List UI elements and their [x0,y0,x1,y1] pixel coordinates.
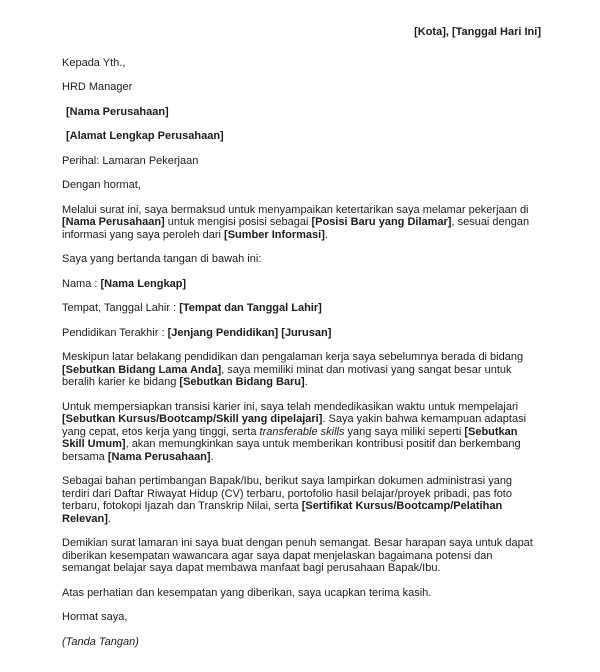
signature-placeholder: (Tanda Tangan) [62,635,139,648]
text-run: . [210,450,214,463]
text-run: Sebagai bahan pertimbangan Bapak/Ibu, berikut saya lampirkan dokumen administrasi yang terdiri dari Daftar Riwayat Hidup (CV) terbaru, portofolio hasil belajar/proyek pribadi, pas foto terbaru, fotokopi Ijazah dan Transkrip Nilai, serta [62,475,513,512]
bio-name-label: Nama : [62,277,101,290]
placeholder-birth: [Tempat dan Tanggal Lahir] [179,302,322,314]
text-run: , akan memungkinkan saya untuk memberikan kontribusi positif dan berkembang bersama [62,438,521,463]
text-run: . Saya yakin bahwa kemampuan adaptasi yang cepat, etos kerja yang tinggi, serta [62,413,527,438]
bio-education-line [62,327,541,340]
placeholder-general-skills: [Sebutkan Skill Umum] [62,425,518,450]
attachments-paragraph [62,475,541,525]
text-run: . [107,512,111,525]
text-run: Untuk mempersiapkan transisi karier ini, saya telah mendedikasikan waktu untuk mempelajari [62,400,519,413]
subject-line: Perihal: Lamaran Pekerjaan [62,154,199,167]
text-run: yang saya miliki seperti [344,425,465,438]
bio-name-line [62,278,541,291]
greeting-line: Dengan hormat, [62,179,141,191]
bio-birth-line [62,302,541,315]
text-run: Melalui surat ini, saya bermaksud untuk menyampaikan ketertarikan saya melamar pekerjaan di [62,203,529,216]
bio-education-label: Pendidikan Terakhir : [62,326,168,339]
placeholder-info-source: [Sumber Informasi] [224,228,325,241]
text-run: , saya memiliki minat dan motivasi yang sangat besar untuk beralih karier ke bidang [62,363,512,388]
opening-paragraph [62,204,541,242]
city-date-line [62,26,541,39]
text-run: untuk mengisi posisi sebagai [164,216,312,228]
text-run: , sesuai dengan informasi yang saya peroleh dari [62,216,530,241]
closing-paragraph: Demikian surat lamaran ini saya buat dengan penuh semangat. Besar harapan saya untuk dapat diberikan kesempatan wawancara agar saya dapat menjelaskan bagaimana potensi dan semangat belajar saya dapat membawa manfaat bagi perusahaan Bapak/Ibu. [62,537,533,574]
placeholder-company-name: [Nama Perusahaan] [62,216,165,228]
signoff-line: Hormat saya, [62,611,128,623]
text-run: . [324,228,328,241]
intro-line: Saya yang bertanda tangan di bawah ini: [62,253,262,265]
placeholder-company-address: [Alamat Lengkap Perusahaan] [66,130,224,142]
placeholder-position: [Posisi Baru yang Dilamar] [311,216,452,228]
placeholder-full-name: [Nama Lengkap] [100,277,187,290]
placeholder-certificates: [Sertifikat Kursus/Bootcamp/Pelatihan Relevan] [62,500,503,525]
placeholder-new-field: [Sebutkan Bidang Baru] [179,376,305,388]
placeholder-education: [Jenjang Pendidikan] [Jurusan] [167,326,332,339]
placeholder-old-field: [Sebutkan Bidang Lama Anda] [62,363,222,376]
bio-birth-label: Tempat, Tanggal Lahir : [62,302,180,314]
placeholder-city-date: [Kota], [Tanggal Hari Ini] [414,26,541,38]
text-run: Meskipun latar belakang pendidikan dan pengalaman kerja saya sebelumnya berada di bidang [62,351,524,363]
preparation-paragraph [62,401,541,464]
motivation-paragraph [62,351,541,389]
emphasis-transferable-skills: transferable skills [259,425,345,438]
thanks-line: Atas perhatian dan kesempatan yang diberikan, saya ucapkan terima kasih. [62,586,432,599]
placeholder-courses: [Sebutkan Kursus/Bootcamp/Skill yang dipelajari] [62,413,323,425]
recipient-salutation: Kepada Yth., [62,56,126,69]
placeholder-company-name: [Nama Perusahaan] [107,450,211,463]
text-run: . [304,376,308,388]
recipient-title: HRD Manager [62,81,133,93]
placeholder-company-name: [Nama Perusahaan] [66,105,169,118]
